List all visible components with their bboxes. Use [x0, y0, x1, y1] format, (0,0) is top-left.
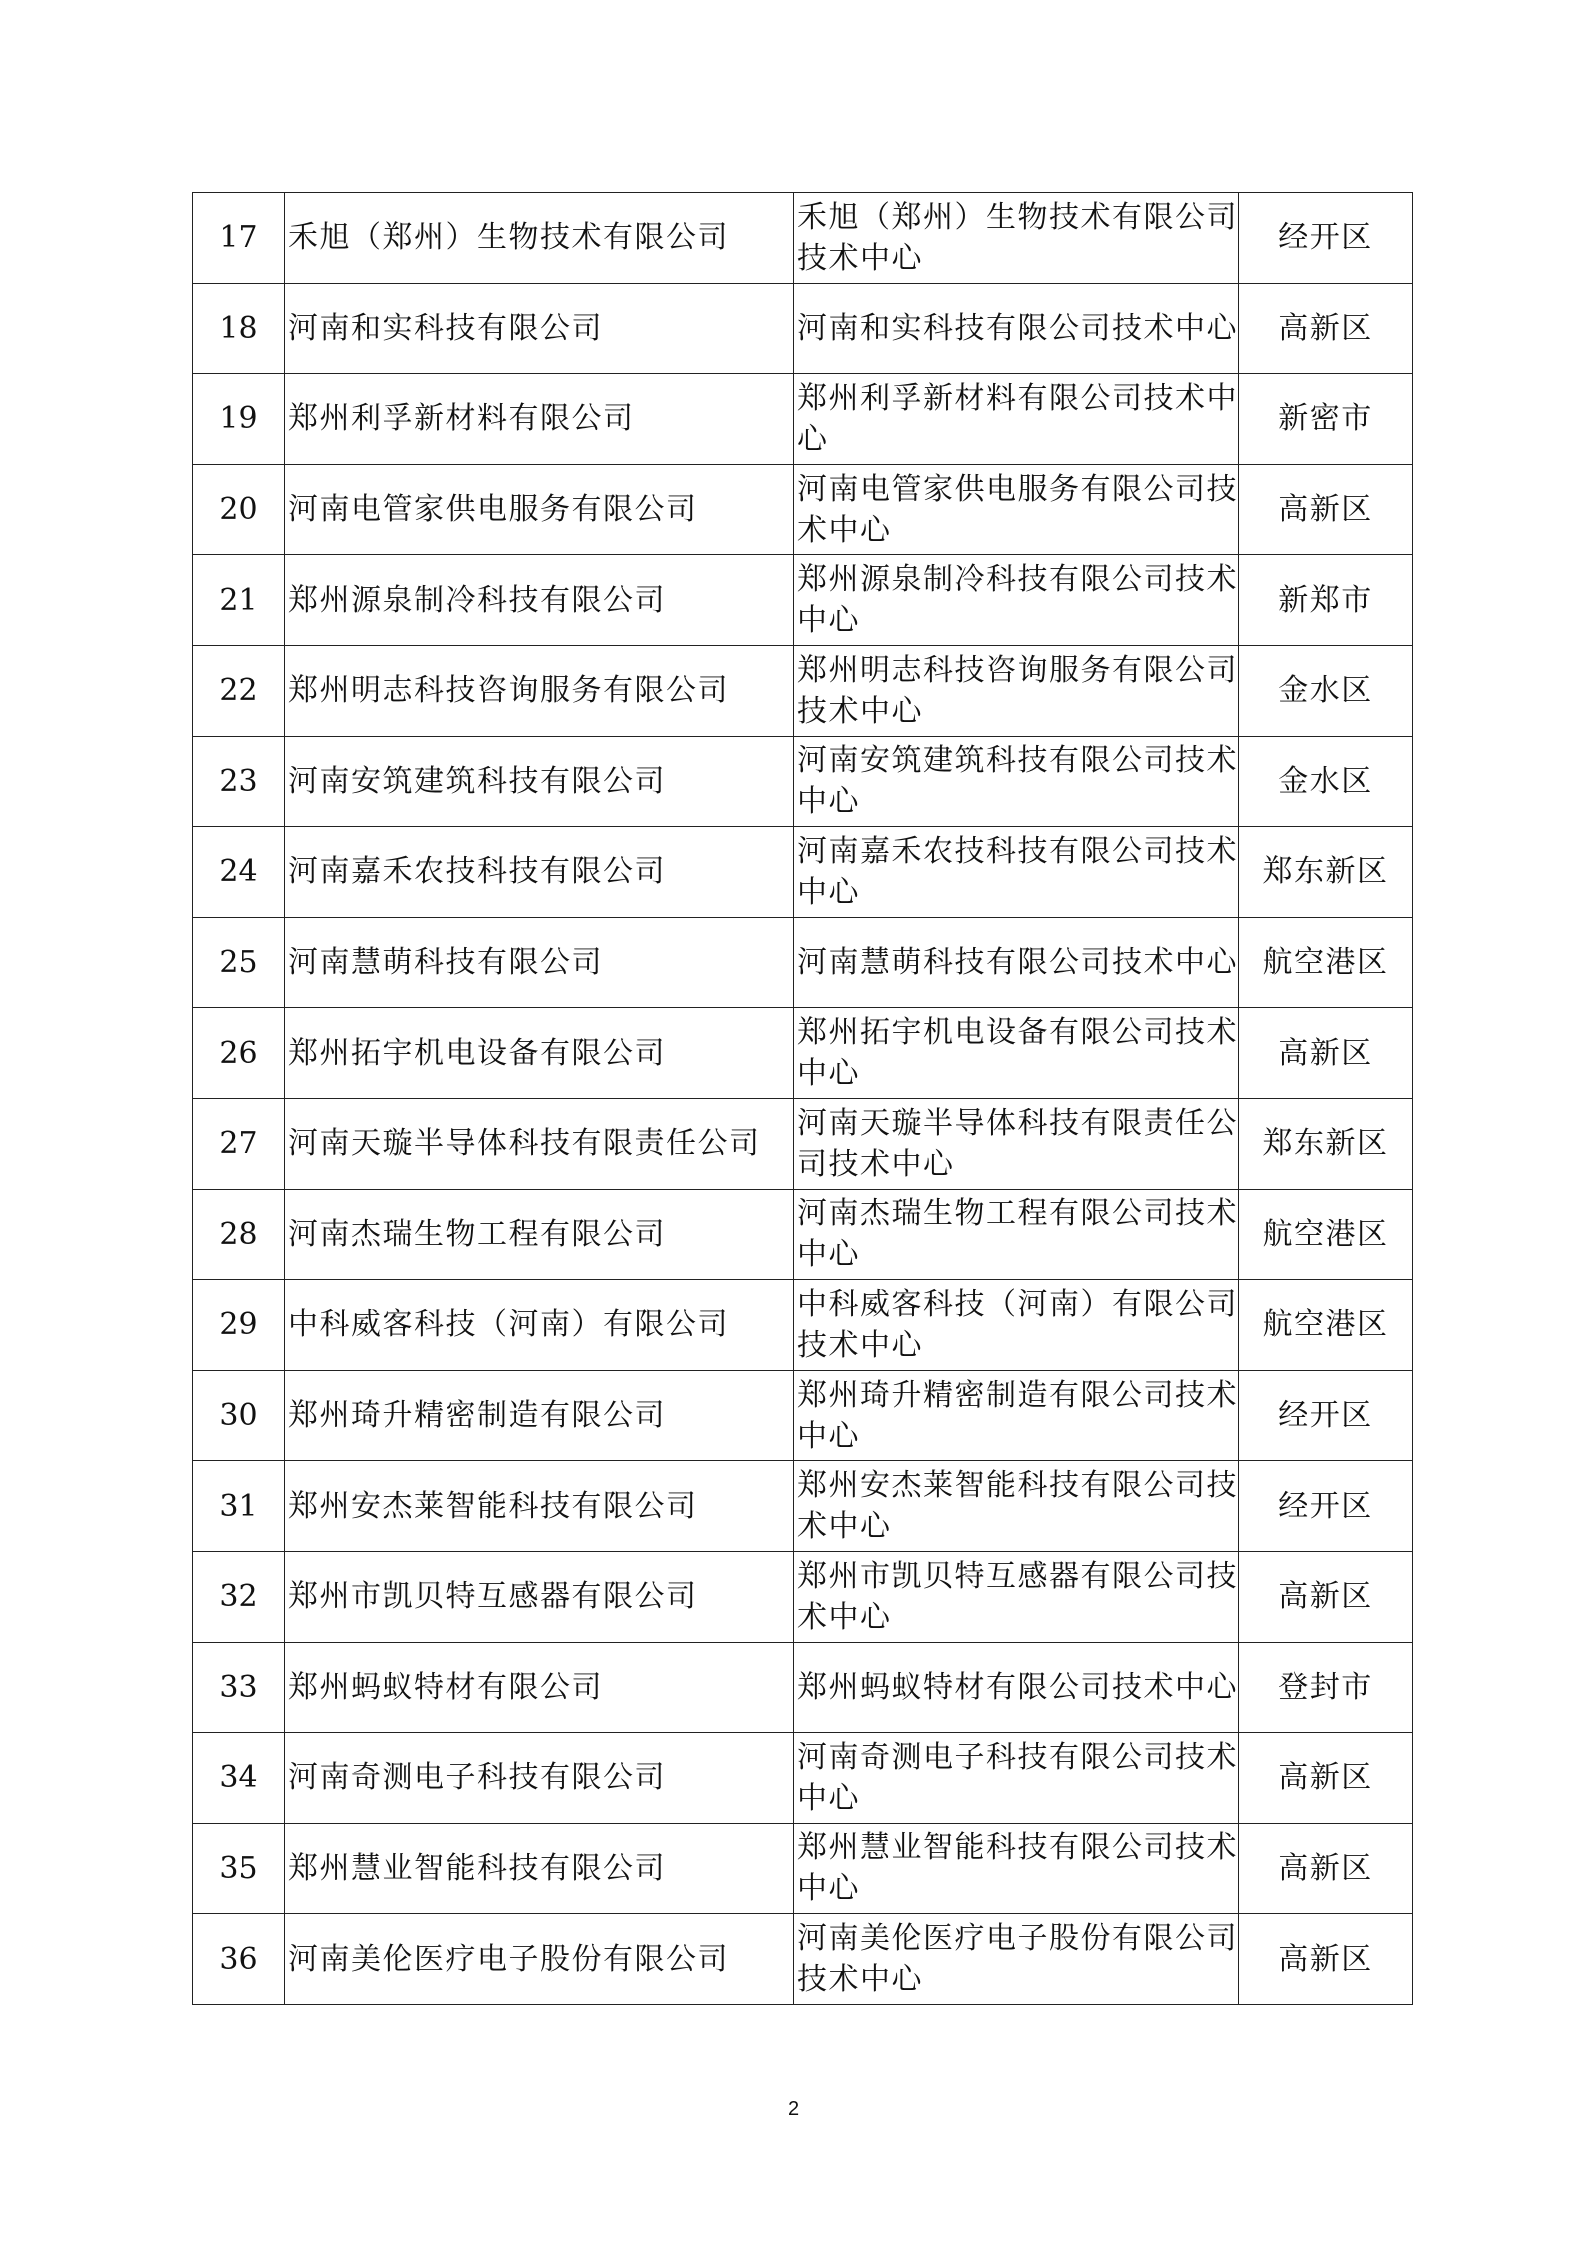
table-row	[193, 1642, 1413, 1733]
district-cell: 登封市	[1239, 1642, 1413, 1733]
table-row	[193, 736, 1413, 827]
district-cell: 经开区	[1239, 193, 1413, 284]
district-cell: 新密市	[1239, 374, 1413, 465]
tech-center-name-cell: 河南奇测电子科技有限公司技术中心	[794, 1733, 1239, 1824]
company-name-cell: 郑州源泉制冷科技有限公司	[285, 555, 794, 646]
tech-center-name-cell: 郑州拓宇机电设备有限公司技术中心	[794, 1008, 1239, 1099]
company-name-cell: 河南安筑建筑科技有限公司	[285, 736, 794, 827]
table-row	[193, 1098, 1413, 1189]
company-name-cell: 河南和实科技有限公司	[285, 283, 794, 374]
tech-center-name-cell: 郑州琦升精密制造有限公司技术中心	[794, 1370, 1239, 1461]
table-row	[193, 645, 1413, 736]
tech-center-name-cell: 郑州明志科技咨询服务有限公司技术中心	[794, 645, 1239, 736]
company-name-cell: 禾旭（郑州）生物技术有限公司	[285, 193, 794, 284]
district-cell: 高新区	[1239, 1914, 1413, 2005]
row-number-cell: 23	[193, 736, 285, 827]
tech-center-name-cell: 郑州安杰莱智能科技有限公司技术中心	[794, 1461, 1239, 1552]
row-number-cell: 22	[193, 645, 285, 736]
row-number-cell: 34	[193, 1733, 285, 1824]
table-row	[193, 1823, 1413, 1914]
district-cell: 郑东新区	[1239, 1098, 1413, 1189]
district-cell: 高新区	[1239, 283, 1413, 374]
table-body	[193, 193, 1413, 2005]
tech-center-name-cell: 郑州蚂蚁特材有限公司技术中心	[794, 1642, 1239, 1733]
district-cell: 经开区	[1239, 1370, 1413, 1461]
table-row	[193, 827, 1413, 918]
table-row	[193, 193, 1413, 284]
row-number-cell: 33	[193, 1642, 285, 1733]
row-number-cell: 18	[193, 283, 285, 374]
district-cell: 金水区	[1239, 645, 1413, 736]
tech-center-name-cell: 河南嘉禾农技科技有限公司技术中心	[794, 827, 1239, 918]
district-cell: 航空港区	[1239, 917, 1413, 1008]
company-name-cell: 河南杰瑞生物工程有限公司	[285, 1189, 794, 1280]
district-cell: 高新区	[1239, 1551, 1413, 1642]
row-number-cell: 27	[193, 1098, 285, 1189]
company-name-cell: 河南奇测电子科技有限公司	[285, 1733, 794, 1824]
table-row	[193, 1189, 1413, 1280]
company-name-cell: 郑州市凯贝特互感器有限公司	[285, 1551, 794, 1642]
company-name-cell: 郑州安杰莱智能科技有限公司	[285, 1461, 794, 1552]
table-row	[193, 917, 1413, 1008]
district-cell: 郑东新区	[1239, 827, 1413, 918]
row-number-cell: 36	[193, 1914, 285, 2005]
table-row	[193, 1461, 1413, 1552]
company-name-cell: 河南嘉禾农技科技有限公司	[285, 827, 794, 918]
company-name-cell: 河南天璇半导体科技有限责任公司	[285, 1098, 794, 1189]
company-name-cell: 河南电管家供电服务有限公司	[285, 464, 794, 555]
tech-center-name-cell: 河南安筑建筑科技有限公司技术中心	[794, 736, 1239, 827]
district-cell: 高新区	[1239, 1008, 1413, 1099]
row-number-cell: 21	[193, 555, 285, 646]
tech-center-name-cell: 河南电管家供电服务有限公司技术中心	[794, 464, 1239, 555]
company-name-cell: 河南美伦医疗电子股份有限公司	[285, 1914, 794, 2005]
row-number-cell: 28	[193, 1189, 285, 1280]
row-number-cell: 31	[193, 1461, 285, 1552]
company-name-cell: 河南慧萌科技有限公司	[285, 917, 794, 1008]
table-row	[193, 1280, 1413, 1371]
tech-center-name-cell: 河南天璇半导体科技有限责任公司技术中心	[794, 1098, 1239, 1189]
table-row	[193, 464, 1413, 555]
company-name-cell: 郑州琦升精密制造有限公司	[285, 1370, 794, 1461]
tech-center-name-cell: 中科威客科技（河南）有限公司技术中心	[794, 1280, 1239, 1371]
row-number-cell: 29	[193, 1280, 285, 1371]
row-number-cell: 35	[193, 1823, 285, 1914]
tech-center-name-cell: 郑州市凯贝特互感器有限公司技术中心	[794, 1551, 1239, 1642]
district-cell: 经开区	[1239, 1461, 1413, 1552]
table-row	[193, 555, 1413, 646]
table-row	[193, 374, 1413, 465]
table-row	[193, 1370, 1413, 1461]
row-number-cell: 30	[193, 1370, 285, 1461]
district-cell: 航空港区	[1239, 1280, 1413, 1371]
row-number-cell: 32	[193, 1551, 285, 1642]
row-number-cell: 26	[193, 1008, 285, 1099]
tech-center-name-cell: 郑州利孚新材料有限公司技术中心	[794, 374, 1239, 465]
tech-center-name-cell: 禾旭（郑州）生物技术有限公司技术中心	[794, 193, 1239, 284]
company-name-cell: 郑州明志科技咨询服务有限公司	[285, 645, 794, 736]
row-number-cell: 24	[193, 827, 285, 918]
district-cell: 高新区	[1239, 464, 1413, 555]
district-cell: 新郑市	[1239, 555, 1413, 646]
page-number: 2	[787, 2098, 800, 2120]
tech-center-name-cell: 河南和实科技有限公司技术中心	[794, 283, 1239, 374]
row-number-cell: 19	[193, 374, 285, 465]
table-row	[193, 1008, 1413, 1099]
table-row	[193, 1551, 1413, 1642]
row-number-cell: 25	[193, 917, 285, 1008]
district-cell: 高新区	[1239, 1823, 1413, 1914]
table-row	[193, 1914, 1413, 2005]
row-number-cell: 17	[193, 193, 285, 284]
district-cell: 金水区	[1239, 736, 1413, 827]
company-name-cell: 中科威客科技（河南）有限公司	[285, 1280, 794, 1371]
tech-center-name-cell: 河南杰瑞生物工程有限公司技术中心	[794, 1189, 1239, 1280]
company-name-cell: 郑州蚂蚁特材有限公司	[285, 1642, 794, 1733]
tech-center-name-cell: 郑州慧业智能科技有限公司技术中心	[794, 1823, 1239, 1914]
district-cell: 高新区	[1239, 1733, 1413, 1824]
table-row	[193, 1733, 1413, 1824]
company-name-cell: 郑州利孚新材料有限公司	[285, 374, 794, 465]
company-name-cell: 郑州慧业智能科技有限公司	[285, 1823, 794, 1914]
district-cell: 航空港区	[1239, 1189, 1413, 1280]
tech-center-name-cell: 郑州源泉制冷科技有限公司技术中心	[794, 555, 1239, 646]
tech-center-name-cell: 河南慧萌科技有限公司技术中心	[794, 917, 1239, 1008]
enterprise-tech-center-table	[192, 192, 1413, 2005]
tech-center-name-cell: 河南美伦医疗电子股份有限公司技术中心	[794, 1914, 1239, 2005]
table-row	[193, 283, 1413, 374]
row-number-cell: 20	[193, 464, 285, 555]
company-name-cell: 郑州拓宇机电设备有限公司	[285, 1008, 794, 1099]
